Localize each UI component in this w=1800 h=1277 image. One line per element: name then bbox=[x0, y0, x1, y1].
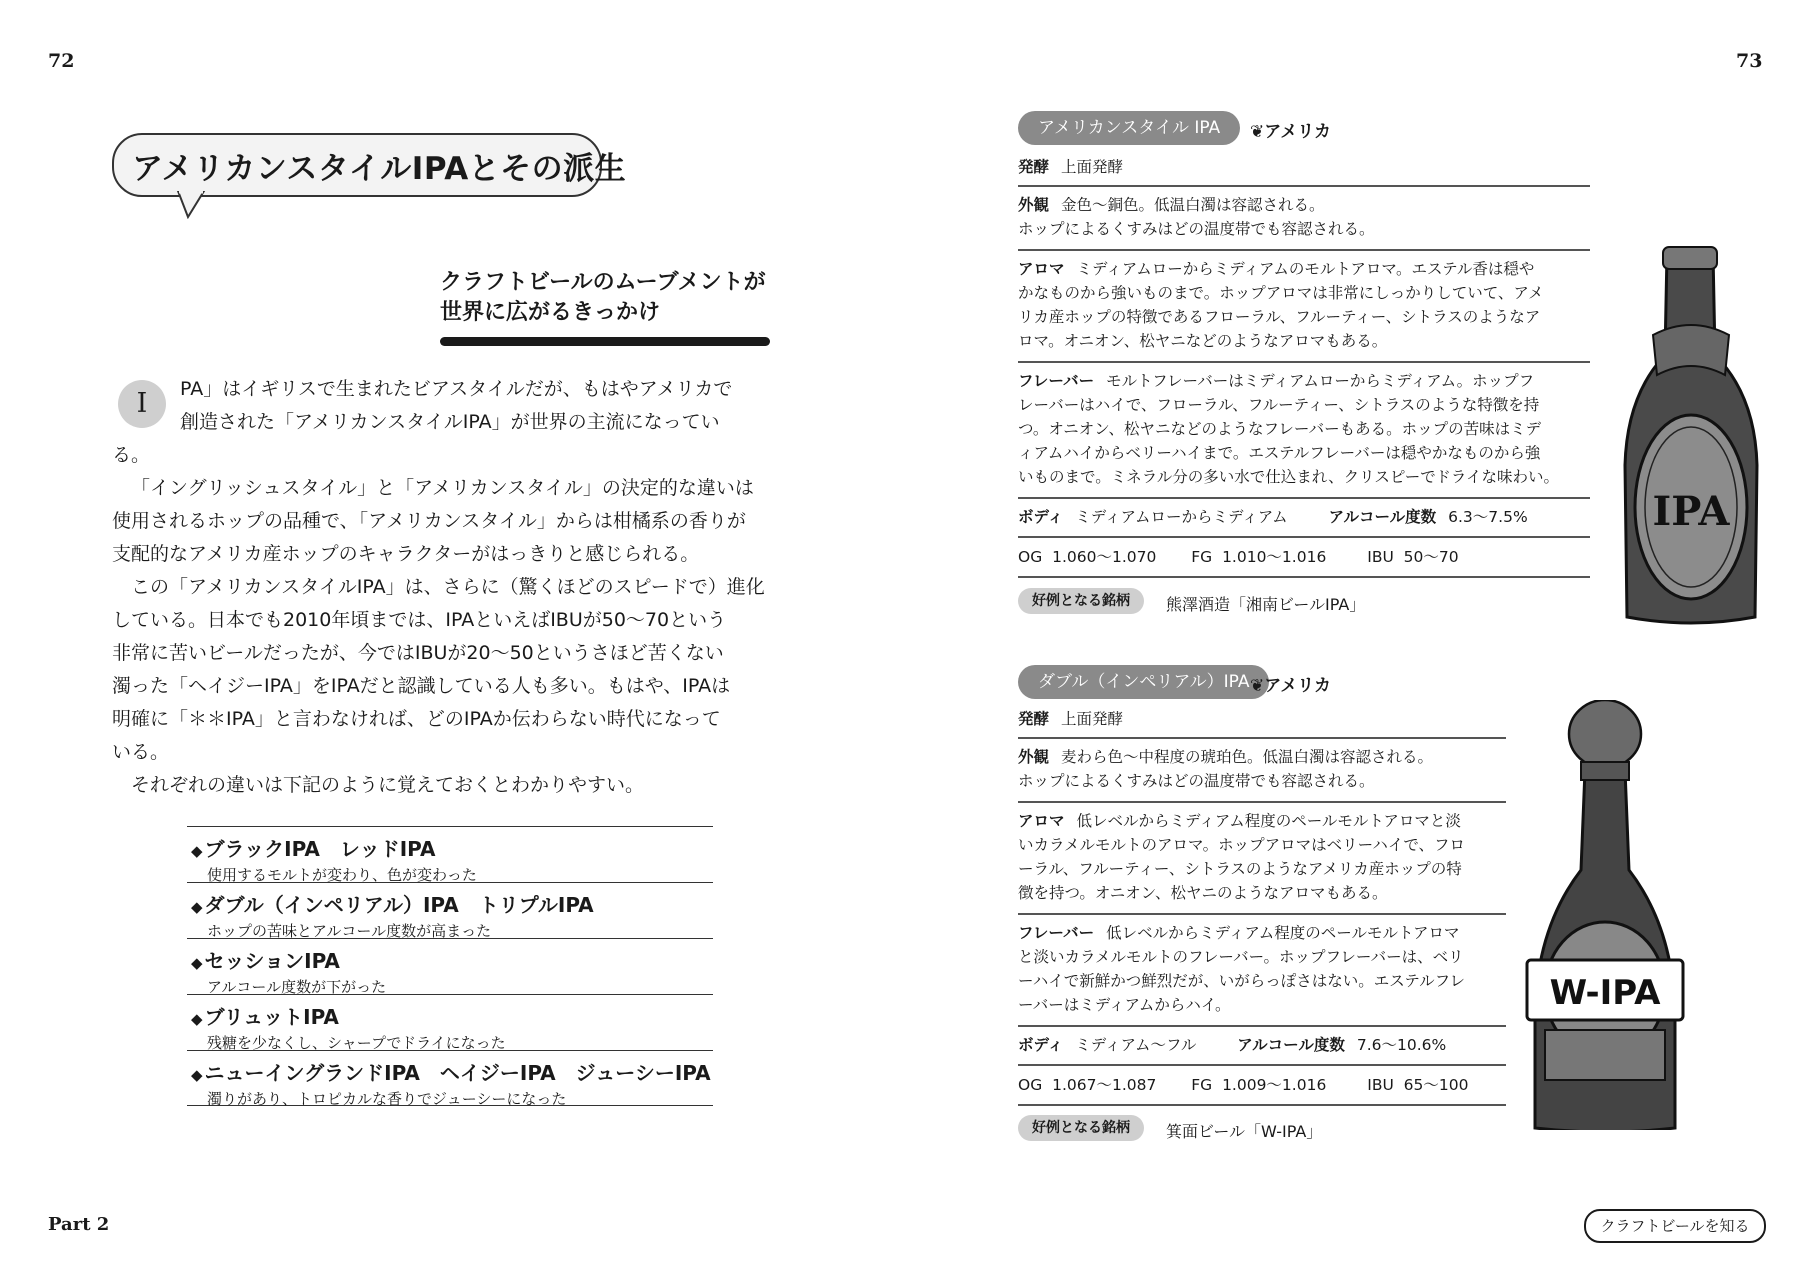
svg-text:IPA: IPA bbox=[1652, 488, 1730, 535]
gravity-row: OG 1.067〜1.087 FG 1.009〜1.016 IBU 65〜100 bbox=[1018, 1076, 1469, 1094]
list-item: ◆ ブラックIPA レッドIPA 使用するモルトが変わり、色が変わった bbox=[187, 826, 713, 882]
example-beer: 箕面ビール「W-IPA」 bbox=[1166, 1122, 1323, 1141]
hop-icon: ❦ bbox=[1250, 122, 1265, 142]
style-origin: ❦アメリカ bbox=[1250, 122, 1332, 142]
subheading-underline bbox=[440, 337, 770, 346]
svg-text:W-IPA: W-IPA bbox=[1549, 973, 1661, 1013]
divider bbox=[1018, 1104, 1506, 1106]
shonan-ipa-bottle-illustration bbox=[1615, 245, 1765, 635]
divider bbox=[1018, 497, 1590, 499]
gravity-row: OG 1.060〜1.070 FG 1.010〜1.016 IBU 50〜70 bbox=[1018, 548, 1459, 566]
divider bbox=[1018, 1025, 1506, 1027]
aroma-row: アロマ ミディアムローからミディアムのモルトアロマ。エステル香は穏や かなものから強いものまで。ホップアロマは非常にしっかりしていて、アメ リカ産ホップの特徴であるフローラル、フルーティー、シトラスのようなア ロマ。オニオン、松ヤニなどのようなアロマもある。 bbox=[1018, 260, 1544, 350]
appearance-row: 外観 麦わら色〜中程度の琥珀色。低温白濁は容認される。 ホップによるくすみはどの温度帯でも容認される。 bbox=[1018, 748, 1434, 790]
drop-cap: I bbox=[118, 380, 166, 428]
section-nav-chip[interactable]: クラフトビールを知る bbox=[1584, 1209, 1766, 1243]
style-name-pill: アメリカンスタイル IPA bbox=[1018, 111, 1240, 145]
flavor-row: フレーバー 低レベルからミディアム程度のペールモルトアロマ と淡いカラメルモルトのフレーバー。ホップフレーバーは、ベリ ーハイで新鮮かつ鮮烈だが、いがらっぽさはない。エステルフレ ーバーはミディアムからハイ。 bbox=[1018, 924, 1466, 1014]
appearance-row: 外観 金色〜銅色。低温白濁は容認される。 ホップによるくすみはどの温度帯でも容認される。 bbox=[1018, 196, 1375, 238]
divider bbox=[1018, 1064, 1506, 1066]
divider bbox=[1018, 536, 1590, 538]
list-item: ◆ セッションIPA アルコール度数が下がった bbox=[187, 938, 713, 994]
divider bbox=[1018, 185, 1590, 187]
part-label: Part 2 bbox=[48, 1214, 110, 1235]
divider bbox=[1018, 576, 1590, 578]
divider bbox=[1018, 913, 1506, 915]
divider bbox=[1018, 801, 1506, 803]
page-number-left: 72 bbox=[48, 50, 75, 72]
body-text: PA」はイギリスで生まれたビアスタイルだが、もはやアメリカで 創造された「アメリカンスタイルIPA」が世界の主流になってい る。 「イングリッシュスタイル」と「アメリカンスタイル」の決定的な違いは 使用されるホップの品種で、「アメリカンスタイル」からは柑橘系の香りが 支配的なアメリカ産ホップのキャラクターがはっきりと感じられる。 この「アメリカンスタイルIPA」は、さらに（驚くほどのスピードで）進化 している。日本でも2010年頃までは、IPAといえばIBUが50〜70という 非常に苦いビールだったが、今ではIBUが20〜50というさほど苦くない 濁った「ヘイジーIPA」をIPAだと認識している人も多い。もはや、IPAは 明確に「＊＊IPA」と言わなければ、どのIPAか伝わらない時代になって いる。 それぞれの違いは下記のように覚えておくとわかりやすい。 bbox=[112, 378, 765, 796]
example-tag: 好例となる銘柄 bbox=[1018, 588, 1144, 614]
style-origin: ❦アメリカ bbox=[1250, 676, 1332, 696]
example-beer: 熊澤酒造「湘南ビールIPA」 bbox=[1166, 595, 1366, 614]
divider bbox=[1018, 249, 1590, 251]
page-number-right: 73 bbox=[1736, 50, 1763, 72]
ipa-variant-list bbox=[187, 826, 713, 1106]
subheading: クラフトビールのムーブメントが 世界に広がるきっかけ bbox=[440, 270, 766, 325]
flavor-row: フレーバー モルトフレーバーはミディアムローからミディアム。ホップフ レーバーはハイで、フローラル、フルーティー、シトラスのような特徴を持 つ。オニオン、松ヤニなどのようなフレーバーもある。ホップの苦味はミデ ィアムハイからベリーハイまで。エステルフレーバーは穏やかなものから強 いものまで。ミネラル分の多い水で仕込まれ、クリスピーでドライな味わい。 bbox=[1018, 372, 1559, 486]
aroma-row: アロマ 低レベルからミディアム程度のペールモルトアロマと淡 いカラメルモルトのアロマ。ホップアロマはベリーハイで、フロ ーラル、フルーティー、シトラスのようなアメリカ産ホップの特 徴を持つ。オニオン、松ヤニのようなアロマもある。 bbox=[1018, 812, 1466, 902]
divider bbox=[1018, 361, 1590, 363]
hop-icon: ❦ bbox=[1250, 676, 1265, 696]
ferment-row: 発酵 上面発酵 bbox=[1018, 710, 1124, 728]
divider bbox=[1018, 737, 1506, 739]
example-tag: 好例となる銘柄 bbox=[1018, 1115, 1144, 1141]
list-item: ◆ ダブル（インペリアル）IPA トリプルIPA ホップの苦味とアルコール度数が高まった bbox=[187, 882, 713, 938]
ferment-row: 発酵 上面発酵 bbox=[1018, 158, 1124, 176]
bubble-tail bbox=[176, 191, 206, 219]
style-name-pill: ダブル（インペリアル）IPA bbox=[1018, 665, 1269, 699]
body-abv-row: ボディ ミディアムローからミディアム アルコール度数 6.3〜7.5% bbox=[1018, 508, 1528, 526]
minoh-w-ipa-bottle-illustration bbox=[1525, 700, 1685, 1130]
list-item: ◆ ブリュットIPA 残糖を少なくし、シャープでドライになった bbox=[187, 994, 713, 1050]
page-title: アメリカンスタイルIPAとその派生 bbox=[132, 151, 627, 187]
body-abv-row: ボディ ミディアム〜フル アルコール度数 7.6〜10.6% bbox=[1018, 1036, 1447, 1054]
list-item: ◆ ニューイングランドIPA ヘイジーIPA ジューシーIPA 濁りがあり、トロピカルな香りでジューシーになった bbox=[187, 1050, 713, 1106]
